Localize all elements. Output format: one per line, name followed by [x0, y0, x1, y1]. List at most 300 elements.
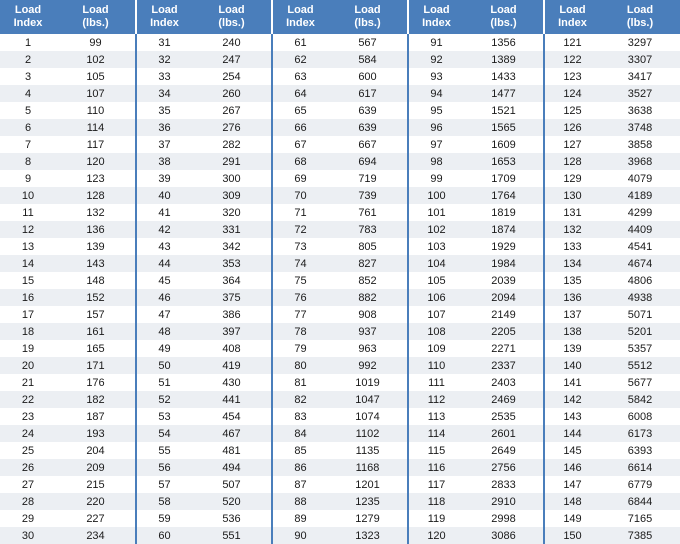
- header-line-1: Load: [626, 4, 654, 16]
- cell-load-index: 120: [408, 527, 464, 544]
- cell-load-index: 105: [408, 272, 464, 289]
- cell-load-index: 62: [272, 51, 328, 68]
- cell-load-lbs: 3858: [627, 138, 653, 151]
- table-body: [0, 34, 680, 544]
- cell-load-index: 65: [272, 102, 328, 119]
- cell-load-lbs: 1389: [464, 51, 544, 68]
- cell-load-lbs: 454: [222, 410, 241, 423]
- cell-load-lbs: 441: [192, 391, 272, 408]
- cell-load-lbs: 204: [86, 444, 105, 457]
- table-row: [0, 187, 680, 204]
- cell-load-index: 76: [272, 289, 328, 306]
- cell-load-index: 8: [0, 153, 56, 170]
- cell-load-index: 69: [272, 170, 328, 187]
- cell-load-index: 112: [408, 391, 464, 408]
- cell-load-lbs: 3968: [600, 153, 680, 170]
- cell-load-lbs: 2205: [464, 323, 544, 340]
- cell-load-lbs: 1235: [328, 493, 408, 510]
- cell-load-index: 25: [21, 444, 35, 457]
- cell-load-lbs: 375: [192, 289, 272, 306]
- header-load-lbs-4: [464, 0, 544, 34]
- header-line-1: Load: [287, 4, 314, 16]
- table-row: [0, 425, 680, 442]
- header-load-index-3: [272, 0, 328, 34]
- cell-load-index: 55: [136, 442, 192, 459]
- cell-load-index: 70: [272, 187, 328, 204]
- cell-load-lbs: 364: [222, 274, 241, 287]
- cell-load-index: 136: [544, 289, 600, 306]
- cell-load-index: 3: [24, 70, 32, 83]
- cell-load-index: 56: [136, 459, 192, 476]
- cell-load-lbs: 2094: [464, 289, 544, 306]
- cell-load-index: 111: [408, 374, 464, 391]
- cell-load-lbs: 282: [222, 138, 241, 151]
- cell-load-lbs: 852: [358, 274, 377, 287]
- cell-load-index: 131: [544, 204, 600, 221]
- table-row: [0, 391, 680, 408]
- cell-load-lbs: 567: [358, 36, 377, 49]
- cell-load-index: 137: [544, 306, 600, 323]
- cell-load-lbs: 7385: [600, 527, 680, 544]
- cell-load-lbs: 3527: [600, 85, 680, 102]
- cell-load-lbs: 1047: [328, 391, 408, 408]
- cell-load-index: 61: [272, 34, 328, 51]
- cell-load-index: 53: [136, 408, 192, 425]
- cell-load-lbs: 3417: [627, 70, 653, 83]
- cell-load-lbs: 1609: [491, 138, 516, 151]
- cell-load-index: 115: [408, 442, 464, 459]
- cell-load-lbs: 551: [192, 527, 272, 544]
- cell-load-lbs: 617: [328, 85, 408, 102]
- cell-load-index: 45: [136, 272, 192, 289]
- cell-load-lbs: 171: [56, 357, 136, 374]
- cell-load-lbs: 227: [86, 512, 105, 525]
- cell-load-lbs: 3638: [627, 104, 653, 117]
- cell-load-index: 81: [272, 374, 328, 391]
- cell-load-index: 117: [408, 476, 464, 493]
- cell-load-index: 102: [408, 221, 464, 238]
- cell-load-lbs: 494: [192, 459, 272, 476]
- cell-load-index: 99: [408, 170, 464, 187]
- cell-load-index: 51: [136, 374, 192, 391]
- cell-load-lbs: 739: [328, 187, 408, 204]
- cell-load-index: 138: [544, 323, 600, 340]
- cell-load-lbs: 128: [56, 187, 136, 204]
- cell-load-lbs: 5842: [600, 391, 680, 408]
- cell-load-index: 78: [272, 323, 328, 340]
- cell-load-index: 1: [24, 36, 32, 49]
- cell-load-lbs: 2756: [464, 459, 544, 476]
- cell-load-index: 5: [24, 104, 32, 117]
- table-row: [0, 221, 680, 238]
- cell-load-lbs: 254: [222, 70, 241, 83]
- table-row: [0, 476, 680, 493]
- cell-load-index: 133: [544, 238, 600, 255]
- cell-load-lbs: 481: [222, 444, 241, 457]
- cell-load-lbs: 1521: [491, 104, 516, 117]
- cell-load-lbs: 2535: [491, 410, 516, 423]
- cell-load-lbs: 4299: [627, 206, 653, 219]
- cell-load-index: 132: [544, 221, 600, 238]
- cell-load-index: 27: [21, 478, 35, 491]
- cell-load-lbs: 148: [86, 274, 105, 287]
- header-load-lbs-5: [600, 0, 680, 34]
- table-row: [0, 85, 680, 102]
- cell-load-lbs: 5357: [627, 342, 653, 355]
- cell-load-index: 119: [408, 510, 464, 527]
- cell-load-index: 140: [544, 357, 600, 374]
- cell-load-index: 18: [0, 323, 56, 340]
- table-row: [0, 136, 680, 153]
- header-load-lbs-2: [192, 0, 272, 34]
- table-row: [0, 204, 680, 221]
- cell-load-index: 142: [544, 391, 600, 408]
- header-line-1: Load: [14, 4, 42, 16]
- cell-load-lbs: 2649: [491, 444, 516, 457]
- cell-load-lbs: 1019: [355, 376, 380, 389]
- cell-load-index: 83: [272, 408, 328, 425]
- cell-load-lbs: 1279: [355, 512, 380, 525]
- cell-load-lbs: 2601: [464, 425, 544, 442]
- cell-load-lbs: 157: [86, 308, 105, 321]
- table-row: [0, 442, 680, 459]
- table-row: [0, 408, 680, 425]
- table-row: [0, 170, 680, 187]
- cell-load-lbs: 1984: [464, 255, 544, 272]
- table-row: [0, 306, 680, 323]
- cell-load-index: 126: [544, 119, 600, 136]
- cell-load-lbs: 193: [56, 425, 136, 442]
- cell-load-lbs: 6844: [600, 493, 680, 510]
- header-load-index-4: [408, 0, 464, 34]
- cell-load-index: 7: [24, 138, 32, 151]
- cell-load-index: 90: [272, 527, 328, 544]
- cell-load-index: 98: [408, 153, 464, 170]
- cell-load-index: 146: [544, 459, 600, 476]
- cell-load-lbs: 667: [358, 138, 377, 151]
- cell-load-lbs: 2337: [464, 357, 544, 374]
- cell-load-lbs: 123: [86, 172, 105, 185]
- cell-load-index: 13: [21, 240, 35, 253]
- cell-load-index: 57: [136, 476, 192, 493]
- header-line-2: Index: [286, 16, 315, 29]
- header-line-2: (lbs.): [490, 16, 517, 29]
- cell-load-index: 141: [544, 374, 600, 391]
- cell-load-lbs: 2833: [491, 478, 516, 491]
- cell-load-index: 38: [136, 153, 192, 170]
- cell-load-index: 93: [408, 68, 464, 85]
- cell-load-lbs: 132: [86, 206, 105, 219]
- header-line-2: Index: [150, 16, 179, 29]
- cell-load-index: 124: [544, 85, 600, 102]
- cell-load-index: 96: [408, 119, 464, 136]
- cell-load-index: 107: [408, 306, 464, 323]
- cell-load-index: 54: [136, 425, 192, 442]
- cell-load-index: 49: [136, 340, 192, 357]
- cell-load-index: 44: [136, 255, 192, 272]
- table-row: [0, 119, 680, 136]
- header-line-2: Index: [558, 16, 587, 29]
- cell-load-index: 128: [544, 153, 600, 170]
- cell-load-index: 34: [136, 85, 192, 102]
- cell-load-index: 31: [136, 34, 192, 51]
- cell-load-lbs: 260: [192, 85, 272, 102]
- header-line-2: Index: [422, 16, 451, 29]
- cell-load-lbs: 240: [222, 36, 241, 49]
- cell-load-index: 42: [136, 221, 192, 238]
- cell-load-lbs: 220: [56, 493, 136, 510]
- cell-load-lbs: 187: [86, 410, 105, 423]
- cell-load-lbs: 2149: [491, 308, 516, 321]
- cell-load-index: 72: [272, 221, 328, 238]
- cell-load-index: 97: [408, 136, 464, 153]
- cell-load-index: 20: [0, 357, 56, 374]
- cell-load-lbs: 2403: [491, 376, 516, 389]
- cell-load-lbs: 209: [56, 459, 136, 476]
- cell-load-lbs: 761: [358, 206, 377, 219]
- cell-load-index: 92: [408, 51, 464, 68]
- cell-load-index: 95: [408, 102, 464, 119]
- cell-load-index: 100: [408, 187, 464, 204]
- cell-load-lbs: 992: [328, 357, 408, 374]
- cell-load-lbs: 1764: [464, 187, 544, 204]
- cell-load-index: 127: [544, 136, 600, 153]
- cell-load-index: 2: [0, 51, 56, 68]
- cell-load-index: 35: [136, 102, 192, 119]
- cell-load-index: 47: [136, 306, 192, 323]
- cell-load-index: 52: [136, 391, 192, 408]
- cell-load-lbs: 139: [86, 240, 105, 253]
- cell-load-lbs: 99: [89, 36, 102, 49]
- header-line-2: (lbs.): [82, 16, 109, 29]
- cell-load-lbs: 5677: [627, 376, 653, 389]
- cell-load-index: 85: [272, 442, 328, 459]
- table-row: [0, 238, 680, 255]
- cell-load-lbs: 1709: [491, 172, 516, 185]
- cell-load-index: 123: [544, 68, 600, 85]
- cell-load-lbs: 430: [222, 376, 241, 389]
- cell-load-lbs: 2910: [464, 493, 544, 510]
- cell-load-lbs: 1929: [491, 240, 516, 253]
- cell-load-lbs: 6614: [600, 459, 680, 476]
- cell-load-index: 6: [0, 119, 56, 136]
- cell-load-lbs: 1819: [491, 206, 516, 219]
- cell-load-index: 116: [408, 459, 464, 476]
- cell-load-lbs: 4409: [600, 221, 680, 238]
- cell-load-index: 4: [0, 85, 56, 102]
- table-row: [0, 102, 680, 119]
- cell-load-index: 144: [544, 425, 600, 442]
- cell-load-lbs: 161: [56, 323, 136, 340]
- cell-load-lbs: 342: [222, 240, 241, 253]
- header-line-1: Load: [151, 4, 178, 16]
- cell-load-lbs: 176: [86, 376, 105, 389]
- cell-load-index: 41: [136, 204, 192, 221]
- cell-load-lbs: 5512: [600, 357, 680, 374]
- cell-load-index: 32: [136, 51, 192, 68]
- table-row: [0, 289, 680, 306]
- cell-load-lbs: 3086: [464, 527, 544, 544]
- cell-load-lbs: 4079: [627, 172, 653, 185]
- cell-load-lbs: 4674: [600, 255, 680, 272]
- cell-load-lbs: 276: [192, 119, 272, 136]
- cell-load-lbs: 408: [222, 342, 241, 355]
- table-row: [0, 255, 680, 272]
- table-row: [0, 357, 680, 374]
- cell-load-lbs: 536: [222, 512, 241, 525]
- cell-load-lbs: 639: [358, 104, 377, 117]
- cell-load-index: 9: [24, 172, 32, 185]
- cell-load-index: 19: [21, 342, 35, 355]
- cell-load-index: 63: [272, 68, 328, 85]
- cell-load-index: 40: [136, 187, 192, 204]
- cell-load-lbs: 6779: [627, 478, 653, 491]
- cell-load-index: 79: [272, 340, 328, 357]
- table-header-row: [0, 0, 680, 34]
- cell-load-lbs: 1102: [328, 425, 408, 442]
- cell-load-index: 37: [136, 136, 192, 153]
- cell-load-index: 134: [544, 255, 600, 272]
- cell-load-lbs: 805: [358, 240, 377, 253]
- cell-load-lbs: 639: [328, 119, 408, 136]
- header-line-1: Load: [423, 4, 450, 16]
- cell-load-index: 74: [272, 255, 328, 272]
- cell-load-index: 103: [408, 238, 464, 255]
- cell-load-index: 58: [136, 493, 192, 510]
- cell-load-index: 89: [272, 510, 328, 527]
- cell-load-index: 71: [272, 204, 328, 221]
- cell-load-lbs: 520: [192, 493, 272, 510]
- table-row: [0, 340, 680, 357]
- cell-load-index: 118: [408, 493, 464, 510]
- cell-load-index: 87: [272, 476, 328, 493]
- cell-load-lbs: 215: [86, 478, 105, 491]
- cell-load-index: 26: [0, 459, 56, 476]
- cell-load-lbs: 827: [328, 255, 408, 272]
- cell-load-lbs: 7165: [627, 512, 653, 525]
- cell-load-index: 84: [272, 425, 328, 442]
- cell-load-index: 12: [0, 221, 56, 238]
- cell-load-lbs: 117: [86, 138, 105, 151]
- cell-load-lbs: 397: [192, 323, 272, 340]
- cell-load-lbs: 882: [328, 289, 408, 306]
- cell-load-lbs: 6173: [600, 425, 680, 442]
- cell-load-index: 73: [272, 238, 328, 255]
- cell-load-index: 30: [0, 527, 56, 544]
- cell-load-lbs: 1201: [355, 478, 380, 491]
- cell-load-index: 67: [272, 136, 328, 153]
- cell-load-lbs: 507: [222, 478, 241, 491]
- table-row: [0, 527, 680, 544]
- cell-load-index: 43: [136, 238, 192, 255]
- cell-load-index: 36: [136, 119, 192, 136]
- cell-load-lbs: 143: [56, 255, 136, 272]
- cell-load-index: 28: [0, 493, 56, 510]
- cell-load-lbs: 694: [328, 153, 408, 170]
- cell-load-lbs: 247: [192, 51, 272, 68]
- cell-load-lbs: 6008: [627, 410, 653, 423]
- header-line-1: Load: [490, 4, 517, 16]
- cell-load-index: 86: [272, 459, 328, 476]
- cell-load-lbs: 152: [56, 289, 136, 306]
- header-line-1: Load: [559, 4, 586, 16]
- cell-load-lbs: 3297: [627, 36, 653, 49]
- header-load-index-1: [0, 0, 56, 34]
- cell-load-lbs: 4806: [627, 274, 653, 287]
- cell-load-lbs: 467: [192, 425, 272, 442]
- cell-load-lbs: 1074: [355, 410, 380, 423]
- cell-load-index: 114: [408, 425, 464, 442]
- table-header: [0, 0, 680, 34]
- cell-load-index: 46: [136, 289, 192, 306]
- table-row: [0, 459, 680, 476]
- cell-load-index: 147: [544, 476, 600, 493]
- cell-load-lbs: 234: [56, 527, 136, 544]
- cell-load-index: 75: [272, 272, 328, 289]
- header-line-1: Load: [354, 4, 381, 16]
- cell-load-lbs: 419: [192, 357, 272, 374]
- table-row: [0, 51, 680, 68]
- header-line-1: Load: [218, 4, 245, 16]
- cell-load-lbs: 136: [56, 221, 136, 238]
- cell-load-index: 88: [272, 493, 328, 510]
- cell-load-lbs: 5201: [600, 323, 680, 340]
- cell-load-index: 82: [272, 391, 328, 408]
- header-load-index-5: [544, 0, 600, 34]
- cell-load-lbs: 1477: [464, 85, 544, 102]
- table-row: [0, 272, 680, 289]
- cell-load-index: 23: [21, 410, 35, 423]
- cell-load-index: 91: [408, 34, 464, 51]
- cell-load-lbs: 1433: [491, 70, 516, 83]
- table-row: [0, 323, 680, 340]
- cell-load-index: 104: [408, 255, 464, 272]
- cell-load-index: 122: [544, 51, 600, 68]
- cell-load-lbs: 110: [86, 104, 105, 117]
- cell-load-lbs: 114: [56, 119, 136, 136]
- table-row: [0, 510, 680, 527]
- cell-load-lbs: 1874: [464, 221, 544, 238]
- cell-load-lbs: 120: [56, 153, 136, 170]
- cell-load-index: 16: [0, 289, 56, 306]
- cell-load-lbs: 353: [192, 255, 272, 272]
- cell-load-lbs: 386: [222, 308, 241, 321]
- table-row: [0, 374, 680, 391]
- cell-load-index: 11: [22, 206, 34, 219]
- cell-load-index: 22: [0, 391, 56, 408]
- cell-load-index: 150: [544, 527, 600, 544]
- table-row: [0, 153, 680, 170]
- cell-load-index: 135: [544, 272, 600, 289]
- cell-load-index: 29: [21, 512, 35, 525]
- cell-load-index: 139: [544, 340, 600, 357]
- cell-load-lbs: 3307: [600, 51, 680, 68]
- table-row: [0, 68, 680, 85]
- header-line-2: (lbs.): [626, 16, 654, 29]
- cell-load-index: 143: [544, 408, 600, 425]
- header-line-2: (lbs.): [354, 16, 381, 29]
- cell-load-index: 148: [544, 493, 600, 510]
- cell-load-index: 110: [408, 357, 464, 374]
- cell-load-lbs: 6393: [627, 444, 653, 457]
- header-load-lbs-1: [56, 0, 136, 34]
- cell-load-lbs: 4938: [600, 289, 680, 306]
- cell-load-lbs: 600: [358, 70, 377, 83]
- cell-load-index: 106: [408, 289, 464, 306]
- cell-load-index: 50: [136, 357, 192, 374]
- cell-load-lbs: 5071: [627, 308, 653, 321]
- cell-load-index: 66: [272, 119, 328, 136]
